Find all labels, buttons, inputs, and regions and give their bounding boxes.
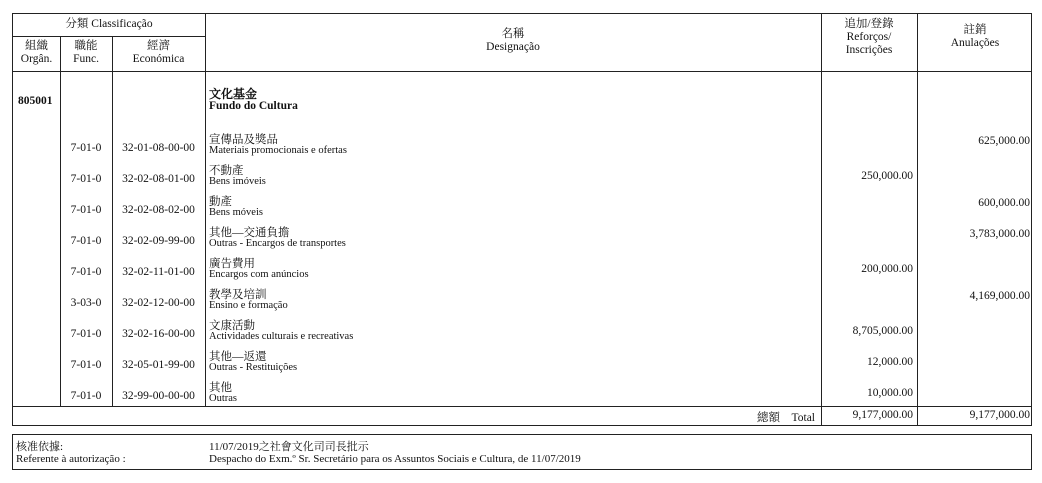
classification-header: 分類 Classificação (65, 18, 153, 30)
row-func: 7-01-0 (70, 390, 102, 402)
total-anulacao: 9,177,000.00 (969, 409, 1030, 421)
row-reforco: 200,000.00 (861, 263, 913, 275)
row-anulacao: 600,000.00 (978, 197, 1030, 209)
row-anulacao: 3,783,000.00 (969, 228, 1030, 240)
row-func: 7-01-0 (70, 266, 102, 278)
row-desc-pt: Outras - Encargos de transportes (209, 238, 346, 249)
row-desc-zh: 廣告費用 (209, 258, 255, 270)
row-desc-zh: 不動產 (209, 165, 244, 177)
row-econ: 32-02-12-00-00 (122, 297, 195, 309)
row-desc-zh: 其他 (209, 382, 232, 394)
row-econ: 32-05-01-99-00 (122, 359, 195, 371)
row-econ: 32-99-00-00-00 (122, 390, 195, 402)
total-reforco: 9,177,000.00 (852, 409, 913, 421)
anulacoes-header: 註銷 Anulações (950, 24, 1000, 49)
row-reforco: 12,000.00 (867, 356, 913, 368)
row-desc-pt: Bens imóveis (209, 176, 266, 187)
econ-header: 經濟 Económica (132, 40, 185, 65)
row-econ: 32-02-11-01-00 (122, 266, 195, 278)
row-econ: 32-02-08-01-00 (122, 173, 195, 185)
row-func: 3-03-0 (70, 297, 102, 309)
row-desc-pt: Materiais promocionais e ofertas (209, 145, 347, 156)
row-desc-zh: 其他—交通負擔 (209, 227, 290, 239)
row-func: 7-01-0 (70, 328, 102, 340)
organ-header: 組織 Orgân. (20, 40, 53, 65)
designation-header: 名稱 Designação (486, 28, 540, 53)
section-title-pt: Fundo do Cultura (209, 100, 298, 112)
authorization-footer (12, 434, 1032, 470)
row-desc-pt: Ensino e formação (209, 300, 288, 311)
row-anulacao: 625,000.00 (978, 135, 1030, 147)
row-reforco: 10,000.00 (867, 387, 913, 399)
auth-value: 11/07/2019之社會文化司司長批示 Despacho do Exm.º Sr. Secretário para os Assuntos Sociais e Cultura, de 11/07/2019 (209, 441, 581, 465)
total-row (12, 406, 1032, 426)
budget-table (12, 13, 1032, 407)
row-func: 7-01-0 (70, 142, 102, 154)
row-desc-pt: Bens móveis (209, 207, 263, 218)
row-reforco: 250,000.00 (861, 170, 913, 182)
total-label: 總額 Total (757, 412, 815, 424)
row-econ: 32-02-09-99-00 (122, 235, 195, 247)
row-func: 7-01-0 (70, 235, 102, 247)
reforcos-header: 追加/登錄 Reforços/ Inscrições (844, 18, 894, 56)
row-desc-pt: Outras - Restituições (209, 362, 298, 373)
row-desc-zh: 其他—返還 (209, 351, 267, 363)
section-title-zh: 文化基金 (209, 87, 258, 101)
budget-document (12, 13, 1032, 470)
row-desc-zh: 動產 (209, 196, 232, 208)
row-econ: 32-02-16-00-00 (122, 328, 195, 340)
row-desc-pt: Encargos com anúncios (209, 269, 309, 280)
row-func: 7-01-0 (70, 204, 102, 216)
row-econ: 32-01-08-00-00 (122, 142, 195, 154)
func-header: 職能 Func. (73, 40, 99, 65)
organ-code: 805001 (18, 95, 53, 107)
row-desc-zh: 教學及培訓 (209, 289, 267, 301)
auth-label: 核准依據: Referente à autorização : (16, 441, 126, 465)
row-anulacao: 4,169,000.00 (969, 290, 1030, 302)
row-desc-zh: 宣傳品及獎品 (209, 134, 278, 146)
row-desc-zh: 文康活動 (209, 320, 255, 332)
row-econ: 32-02-08-02-00 (122, 204, 195, 216)
row-desc-pt: Outras (209, 393, 237, 404)
row-reforco: 8,705,000.00 (852, 325, 913, 337)
row-func: 7-01-0 (70, 359, 102, 371)
row-func: 7-01-0 (70, 173, 102, 185)
row-desc-pt: Actividades culturais e recreativas (209, 331, 354, 342)
